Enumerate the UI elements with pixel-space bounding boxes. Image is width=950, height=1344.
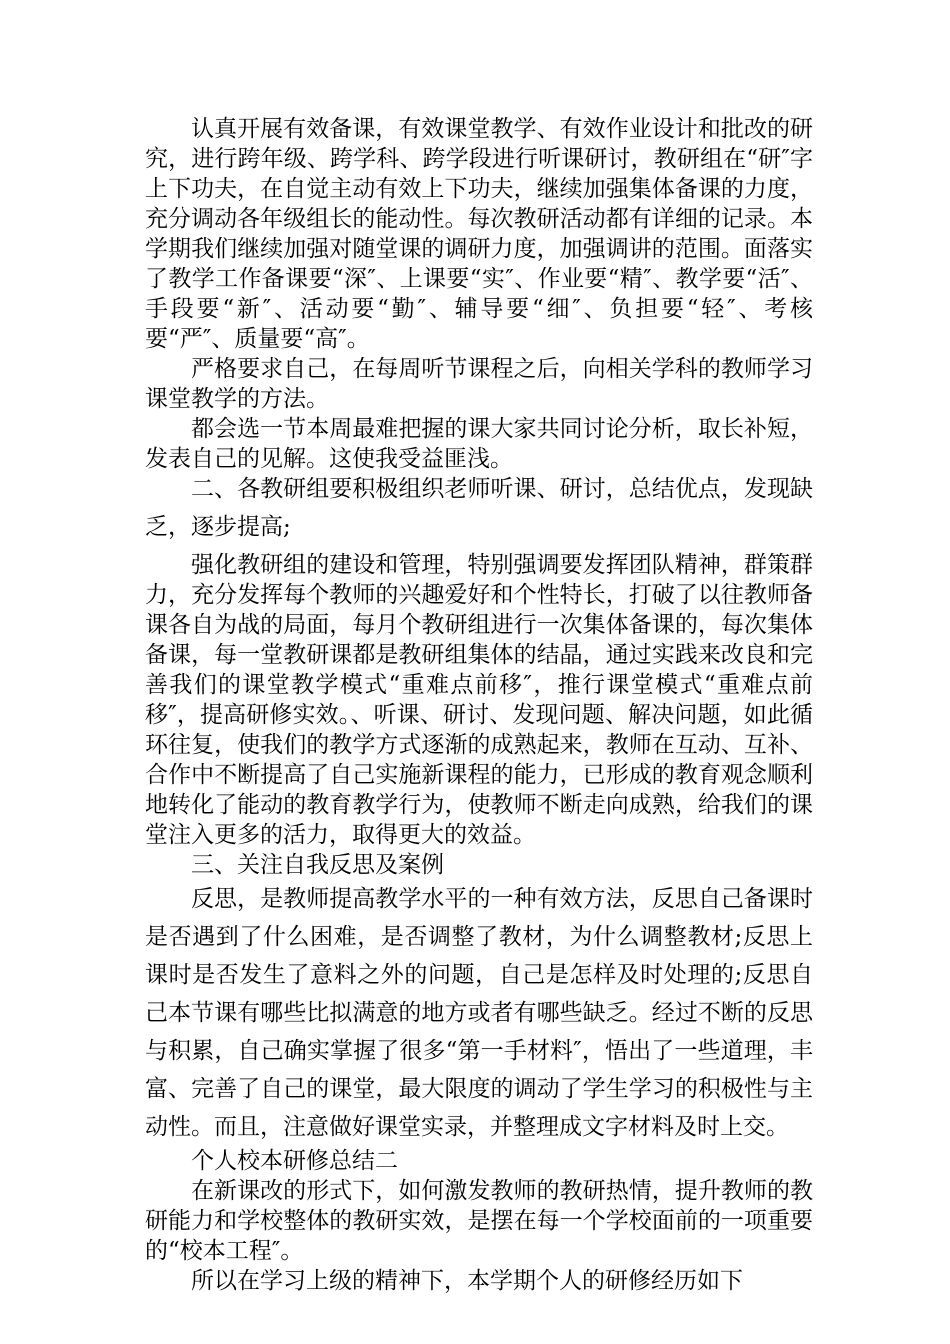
paragraph-2: 严格要求自己，在每周听节课程之后，向相关学科的教师学习课堂教学的方法。 [145, 356, 813, 412]
document-body [145, 114, 813, 1296]
paragraph-5: 强化教研组的建设和管理，特别强调要发挥团队精神，群策群力，充分发挥每个教师的兴趣爱好和个性特长，打破了以往教师备课各自为战的局面，每月个教研组进行一次集体备课的，每次集体备课，每一堂教研课都是教研组集体的结晶，通过实践来改良和完善我们的课堂教学模式“重难点前移″，推行课堂模式“重难点前移″，提高研修实效。、听课、研讨、发现问题、解决问题，如此循环往复，使我们的教学方式逐渐的成熟起来，教师在互动、互补、合作中不断提高了自己实施新课程的能力，已形成的教育观念顺利地转化了能动的教育教学行为，使教师不断走向成熟，给我们的课堂注入更多的活力，取得更大的效益。 [145, 552, 813, 848]
section-heading-3: 三、关注自我反思及案例 [191, 852, 444, 878]
paragraph-3: 都会选一节本周最难把握的课大家共同讨论分析，取长补短，发表自己的见解。这使我受益匪浅。 [145, 416, 813, 472]
paragraph-7: 反思，是教师提高教学水平的一种有效方法，反思自己备课时是否遇到了什么困难，是否调整了教材，为什么调整教材;反思上课时是否发生了意料之外的问题，自己是怎样及时处理的;反思自己本节课有哪些比拟满意的地方或者有哪些缺乏。经过不断的反思与积累，自己确实掌握了很多“第一手材料″，悟出了一些道理，丰富、完善了自己的课堂，最大限度的调动了学生学习的积极性与主动性。而且，注意做好课堂实录，并整理成文字材料及时上交。 [145, 886, 813, 1140]
paragraph-10: 所以在学习上级的精神下，本学期个人的研修经历如下 [191, 1268, 743, 1294]
paragraph-9: 在新课改的形式下，如何激发教师的教研热情，提升教师的教研能力和学校整体的教研实效，是摆在每一个学校面前的一项重要的“校本工程″。 [145, 1178, 813, 1264]
summary-title-2: 个人校本研修总结二 [191, 1148, 398, 1174]
paragraph-1: 认真开展有效备课，有效课堂教学、有效作业设计和批改的研究，进行跨年级、跨学科、跨学段进行听课研讨，教研组在“研″字上下功夫，在自觉主动有效上下功夫，继续加强集体备课的力度，充分调动各年级组长的能动性。每次教研活动都有详细的记录。本学期我们继续加强对随堂课的调研力度，加强调讲的范围。面落实了教学工作备课要“深″、上课要“实″、作业要“精″、教学要“活″、手段要“新″、活动要“勤″、辅导要“细″、负担要“轻″、考核要“严″、质量要“高″。 [145, 116, 813, 352]
paragraph-4: 二、各教研组要积极组织老师听课、研讨，总结优点，发现缺乏，逐步提高; [145, 476, 813, 540]
